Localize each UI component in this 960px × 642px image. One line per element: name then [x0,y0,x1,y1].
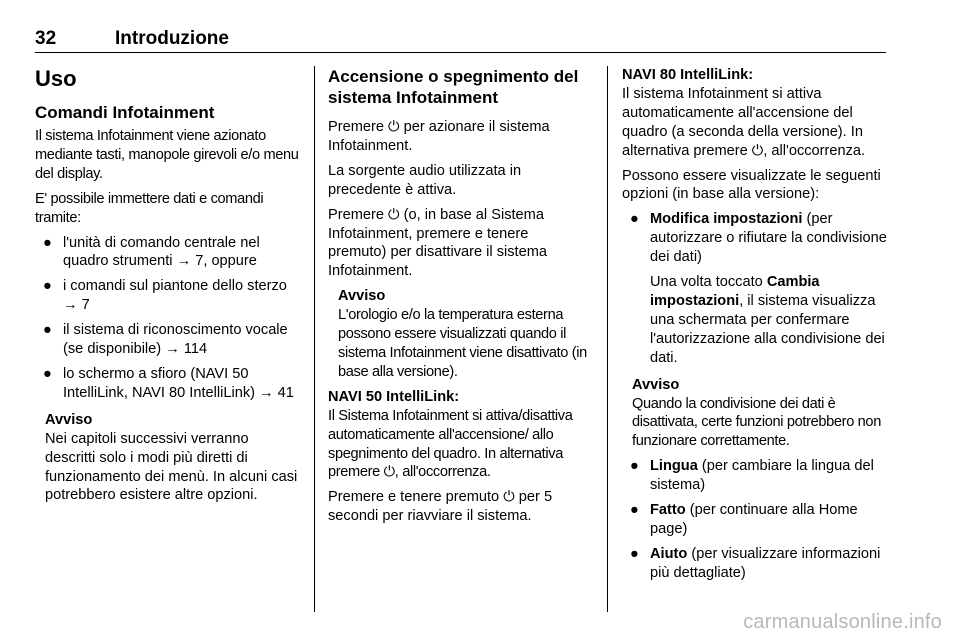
detail-bold: Cambia impostazioni [650,274,820,309]
list-item [622,545,890,583]
option-name: Modifica impostazioni [650,211,803,228]
note-title: Avviso [632,376,680,393]
column-middle [328,66,590,532]
section-subtitle: Comandi Infotainment [35,103,215,122]
option-description: (per autorizzare o rifiutare la condivisione dei dati) [650,211,887,266]
chapter-title: Introduzione [115,28,229,49]
detail-text: , il sistema visualizza una schermata per confermare l'autorizzazione alla condivisione dei dati. [650,292,885,366]
watermark: carmanualsonline.info [743,611,942,633]
option-detail [650,273,890,368]
option-name: Fatto [650,502,686,519]
list-item [622,501,890,539]
list-item-text: l'unità di comando centrale nel quadro strumenti → 7, oppure [63,234,260,270]
note-title: Avviso [45,411,93,428]
column-right [622,66,890,591]
list-item [622,210,890,367]
paragraph: Premere ⏻ (o, in base al Sistema Infotainment, premere e tenere premuto) per disattivare il sistema Infotainment. [328,206,547,280]
paragraph: E' possibile immettere dati e comandi tramite: [35,190,264,226]
list-item [35,321,301,359]
bullet-icon: ● [43,234,52,251]
paragraph: La sorgente audio utilizzata in precedente è attiva. [328,162,522,198]
note-box [328,287,590,382]
paragraph: Possono essere visualizzate le seguenti opzioni (in base alla versione): [622,167,881,203]
note-box [35,411,301,506]
list-item-text: lo schermo a sfioro (NAVI 50 IntelliLink, NAVI 80 IntelliLink) → 41 [63,365,294,401]
note-box [622,376,890,452]
bullet-list [622,210,890,367]
section-heading: Accensione o spegnimento del sistema Infotainment [328,67,579,107]
option-description: (per cambiare la lingua del sistema) [650,458,874,494]
bullet-icon: ● [43,278,52,295]
list-item-text: il sistema di riconoscimento vocale (se disponibile) → 114 [63,322,288,358]
detail-text: Una volta toccato [650,274,767,291]
page-header [35,28,886,53]
column-left [35,66,301,511]
list-item [35,234,301,272]
navi80-label: NAVI 80 IntelliLink: [622,67,754,83]
bullet-list [35,234,301,403]
column-divider [314,66,315,612]
section-title: Uso [35,66,77,91]
bullet-icon: ● [43,365,52,382]
column-divider [607,66,608,612]
paragraph: Premere e tenere premuto ⏻ per 5 secondi per riavviare il sistema. [328,489,553,525]
page-number: 32 [35,28,57,49]
note-text: Nei capitoli successivi verranno descritti solo i modi più diretti di funzionamento dei menù. In alcuni casi potrebbero esistere altre opzioni. [45,430,298,504]
bullet-icon: ● [630,502,639,519]
option-name: Aiuto [650,545,688,562]
paragraph: Il Sistema Infotainment si attiva/disattiva automaticamente all'accensione/ allo spegnimento del quadro. In alternativa premere ⏻, all'occorrenza. [328,407,573,481]
note-title: Avviso [338,288,386,305]
paragraph: Il sistema Infotainment si attiva automaticamente all'accensione del quadro (a seconda della versione). In alternativa premere ⏻, all'occorrenza. [622,85,866,159]
bullet-icon: ● [43,322,52,339]
bullet-icon: ● [630,545,639,562]
list-item-text: i comandi sul piantone dello sterzo → 7 [63,278,287,314]
note-text: L'orologio e/o la temperatura esterna possono essere visualizzati quando il sistema Infotainment viene disattivato (in base alla versione). [338,307,587,380]
bullet-list [622,457,890,582]
navi50-label: NAVI 50 IntelliLink: [328,388,460,405]
option-description: (per continuare alla Home page) [650,502,858,537]
list-item [35,277,301,315]
option-name: Lingua [650,458,698,475]
bullet-icon: ● [630,211,639,228]
paragraph: Premere ⏻ per azionare il sistema Infotainment. [328,119,550,154]
paragraph: Il sistema Infotainment viene azionato mediante tasti, manopole girevoli e/o menu del display. [35,128,299,182]
bullet-icon: ● [630,458,639,475]
list-item [622,457,890,495]
note-text: Quando la condivisione dei dati è disattivata, certe funzioni potrebbero non funzionare correttamente. [632,395,881,450]
option-description: (per visualizzare informazioni più dettagliate) [650,545,881,581]
list-item [35,365,301,403]
